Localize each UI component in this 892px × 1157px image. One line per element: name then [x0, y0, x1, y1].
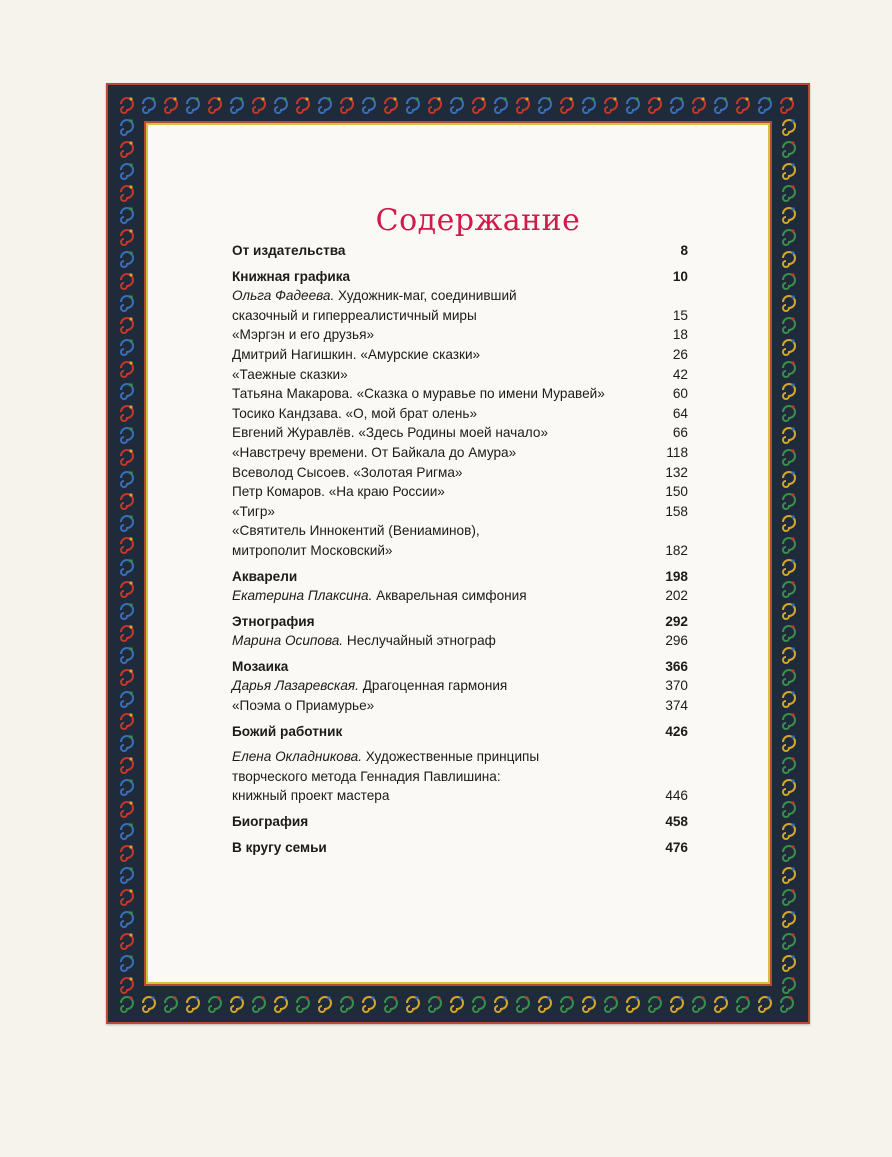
- ornament-scroll: [783, 141, 795, 157]
- ornament-scroll: [649, 996, 661, 1012]
- toc-heading[interactable]: [232, 722, 688, 742]
- ornament-scroll: [143, 97, 155, 113]
- ornament-scroll: [121, 955, 133, 971]
- ornament-scroll: [231, 97, 243, 113]
- toc-page-number: 370: [665, 678, 688, 694]
- ornament-scroll: [121, 471, 133, 487]
- toc-entry-text: Мозаика: [232, 658, 289, 674]
- ornament-scroll: [783, 955, 795, 971]
- toc-page-number: 42: [672, 366, 688, 382]
- toc-heading[interactable]: [232, 267, 688, 287]
- toc-entry-title: [232, 612, 315, 632]
- toc-entry[interactable]: [232, 696, 688, 716]
- toc-entry-title: [232, 631, 496, 651]
- toc-heading[interactable]: [232, 838, 688, 858]
- ornament-scroll: [121, 229, 133, 245]
- toc-heading[interactable]: [232, 567, 688, 587]
- ornament-scroll: [121, 801, 133, 817]
- ornament-scroll: [783, 625, 795, 641]
- ornament-scroll: [783, 801, 795, 817]
- toc-entry-title: [232, 443, 516, 463]
- ornament-scroll: [783, 779, 795, 795]
- toc-heading[interactable]: [232, 657, 688, 677]
- ornament-scroll: [407, 996, 419, 1012]
- ornament-scroll: [495, 996, 507, 1012]
- ornament-scroll: [473, 996, 485, 1012]
- toc-entry-text: «Мэргэн и его друзья»: [232, 327, 375, 343]
- ornament-scroll: [275, 97, 287, 113]
- ornament-scroll: [451, 97, 463, 113]
- toc-entry-title: [232, 747, 539, 806]
- ornament-scroll: [121, 647, 133, 663]
- ornament-scroll: [121, 735, 133, 751]
- ornament-scroll: [783, 537, 795, 553]
- toc-page-number: 118: [666, 444, 688, 460]
- toc-entry-text: Книжная графика: [232, 268, 351, 284]
- ornament-scroll: [363, 97, 375, 113]
- toc-entry-author: Ольга Фадеева.: [232, 288, 335, 304]
- toc-page-number: 476: [665, 839, 688, 855]
- toc-entry-author: Елена Окладникова.: [232, 749, 362, 765]
- toc-entry-author: Дарья Лазаревская.: [232, 678, 359, 694]
- toc-section: [232, 838, 688, 858]
- toc-page-number: 26: [672, 346, 688, 362]
- ornament-scroll: [297, 97, 309, 113]
- ornament-scroll: [783, 405, 795, 421]
- toc-entry-title: [232, 404, 477, 424]
- ornament-scroll: [121, 405, 133, 421]
- toc-entry-text: Акварели: [232, 568, 298, 584]
- toc-section: [232, 812, 688, 832]
- ornament-scroll: [121, 625, 133, 641]
- toc-entry[interactable]: [232, 423, 688, 443]
- ornament-scroll: [783, 449, 795, 465]
- ornament-scroll: [671, 97, 683, 113]
- ornament-scroll: [121, 713, 133, 729]
- ornament-scroll: [583, 996, 595, 1012]
- toc-page-number: 64: [672, 405, 688, 421]
- ornament-scroll: [783, 229, 795, 245]
- toc-entry-text: Евгений Журавлёв. «Здесь Родины моей начало»: [232, 425, 549, 441]
- ornament-scroll: [253, 97, 265, 113]
- toc-entry-title: [232, 812, 308, 832]
- ornament-scroll: [187, 996, 199, 1012]
- ornament-scroll: [165, 97, 177, 113]
- ornament-scroll: [605, 996, 617, 1012]
- ornament-scroll: [209, 97, 221, 113]
- ornament-scroll: [121, 427, 133, 443]
- toc-entry-title: [232, 325, 374, 345]
- toc-entry-title: [232, 365, 348, 385]
- ornament-scroll: [363, 996, 375, 1012]
- ornament-scroll: [583, 97, 595, 113]
- toc-entry[interactable]: [232, 325, 688, 345]
- toc-entry-title: [232, 521, 480, 560]
- toc-entry-title: [232, 657, 288, 677]
- ornament-scroll: [121, 515, 133, 531]
- toc-entry-text: Дмитрий Нагишкин. «Амурские сказки»: [232, 346, 481, 362]
- toc-page-number: 446: [665, 788, 688, 804]
- toc-entry-title: [232, 502, 275, 522]
- toc-entry[interactable]: [232, 463, 688, 483]
- toc-entry-text: Биография: [232, 814, 309, 830]
- ornament-scroll: [693, 996, 705, 1012]
- toc-page-number: 202: [665, 588, 688, 604]
- ornament-scroll: [783, 911, 795, 927]
- ornament-scroll: [121, 691, 133, 707]
- toc-section: [232, 657, 688, 716]
- toc-entry-title: [232, 722, 342, 742]
- toc-entry[interactable]: [232, 676, 688, 696]
- toc-section: [232, 241, 688, 261]
- ornament-scroll: [783, 669, 795, 685]
- ornament-scroll: [121, 383, 133, 399]
- toc-entry-title: [232, 423, 548, 443]
- toc-entry-text: Петр Комаров. «На краю России»: [232, 484, 445, 500]
- toc-entry[interactable]: [232, 521, 688, 560]
- ornament-scroll: [783, 471, 795, 487]
- ornament-scroll: [781, 996, 793, 1012]
- ornament-scroll: [783, 185, 795, 201]
- toc-entry-title: [232, 482, 445, 502]
- ornament-scroll: [231, 996, 243, 1012]
- toc-page-number: 60: [672, 386, 688, 402]
- toc-entry-title: [232, 696, 374, 716]
- ornament-scroll: [783, 647, 795, 663]
- ornament-scroll: [605, 97, 617, 113]
- toc-heading[interactable]: [232, 812, 688, 832]
- ornament-scroll: [737, 97, 749, 113]
- toc-entry[interactable]: [232, 586, 688, 606]
- toc-entry-text: Этнография: [232, 613, 315, 629]
- ornament-scroll: [121, 493, 133, 509]
- toc-entry[interactable]: [232, 443, 688, 463]
- ornament-scroll: [783, 735, 795, 751]
- ornament-scroll: [319, 996, 331, 1012]
- toc-entry-text: Неслучайный этнограф: [343, 633, 496, 649]
- toc-page-number: 66: [672, 425, 688, 441]
- ornament-scroll: [783, 383, 795, 399]
- ornament-scroll: [671, 996, 683, 1012]
- ornament-scroll: [121, 823, 133, 839]
- ornament-scroll: [165, 996, 177, 1012]
- ornament-scroll: [783, 273, 795, 289]
- ornament-scroll: [783, 867, 795, 883]
- ornament-scroll: [783, 207, 795, 223]
- ornament-scroll: [121, 933, 133, 949]
- ornament-scroll: [121, 317, 133, 333]
- ornament-scroll: [539, 996, 551, 1012]
- toc-entry-text: От издательства: [232, 243, 346, 258]
- ornament-scroll: [539, 97, 551, 113]
- toc-page-number: 426: [665, 723, 688, 739]
- ornament-scroll: [783, 317, 795, 333]
- toc-entry-title: [232, 838, 327, 858]
- ornament-scroll: [121, 449, 133, 465]
- toc-page-number: 198: [665, 568, 688, 584]
- ornament-scroll: [121, 669, 133, 685]
- toc-page-number: 8: [680, 243, 688, 258]
- toc-entry-title: [232, 567, 297, 587]
- ornament-scroll: [341, 97, 353, 113]
- ornament-scroll: [759, 996, 771, 1012]
- ornament-scroll: [407, 97, 419, 113]
- ornament-scroll: [783, 691, 795, 707]
- toc-entry-text: Художественные принципы творческого метода Геннадия Павлишина: книжный проект мастера: [232, 749, 540, 804]
- toc-entry[interactable]: [232, 482, 688, 502]
- ornament-scroll: [693, 97, 705, 113]
- ornament-scroll: [121, 339, 133, 355]
- toc-entry-title: [232, 267, 350, 287]
- ornament-scroll: [209, 996, 221, 1012]
- ornament-scroll: [121, 207, 133, 223]
- ornament-scroll: [121, 273, 133, 289]
- ornament-scroll: [781, 97, 793, 113]
- ornament-scroll: [121, 163, 133, 179]
- toc-entry-text: «Таежные сказки»: [232, 366, 348, 382]
- ornament-scroll: [783, 339, 795, 355]
- ornament-scroll: [451, 996, 463, 1012]
- toc-entry-text: «Поэма о Приамурье»: [232, 698, 375, 714]
- ornament-scroll: [121, 559, 133, 575]
- toc-entry[interactable]: [232, 345, 688, 365]
- ornament-scroll: [715, 97, 727, 113]
- ornament-scroll: [429, 996, 441, 1012]
- ornament-scroll: [121, 251, 133, 267]
- ornament-scroll: [121, 779, 133, 795]
- ornament-scroll: [495, 97, 507, 113]
- ornament-scroll: [121, 911, 133, 927]
- ornament-scroll: [341, 996, 353, 1012]
- toc-entry-title: [232, 241, 345, 261]
- toc-entry-text: «Тигр»: [232, 503, 275, 519]
- ornament-scroll: [649, 97, 661, 113]
- toc-page-number: 296: [665, 633, 688, 649]
- ornament-scroll: [783, 427, 795, 443]
- ornament-scroll: [121, 185, 133, 201]
- toc-page-number: 15: [672, 307, 688, 323]
- ornament-scroll: [627, 97, 639, 113]
- ornament-scroll: [783, 295, 795, 311]
- ornament-scroll: [783, 581, 795, 597]
- toc-entry-text: Божий работник: [232, 723, 343, 739]
- ornament-scroll: [121, 757, 133, 773]
- toc-entry-text: Тосико Кандзава. «О, мой брат олень»: [232, 405, 477, 421]
- toc-entry-text: В кругу семьи: [232, 839, 327, 855]
- ornament-scroll: [783, 493, 795, 509]
- toc-page-number: 150: [665, 484, 688, 500]
- ornament-scroll: [121, 977, 133, 993]
- toc-entry-text: Художник-маг, соединивший сказочный и гиперреалистичный миры: [232, 288, 517, 323]
- toc-page-number: 366: [665, 658, 688, 674]
- toc-entry[interactable]: [232, 404, 688, 424]
- toc-entry[interactable]: [232, 631, 688, 651]
- ornament-scroll: [783, 933, 795, 949]
- ornament-scroll: [783, 757, 795, 773]
- ornament-scroll: [429, 97, 441, 113]
- toc-entry-text: «Навстречу времени. От Байкала до Амура»: [232, 444, 517, 460]
- ornament-scroll: [517, 996, 529, 1012]
- ornament-scroll: [121, 295, 133, 311]
- ornament-scroll: [783, 163, 795, 179]
- toc-entry-title: [232, 384, 605, 404]
- ornament-scroll: [561, 97, 573, 113]
- toc-page-number: 158: [665, 503, 688, 519]
- ornament-scroll: [783, 845, 795, 861]
- toc-entry[interactable]: [232, 384, 688, 404]
- ornament-scroll: [783, 823, 795, 839]
- toc-entry-text: Акварельная симфония: [372, 588, 527, 604]
- toc-page-number: 132: [665, 464, 688, 480]
- page-title: Содержание: [375, 203, 581, 238]
- ornamental-frame: [106, 83, 810, 1024]
- ornament-scroll: [473, 97, 485, 113]
- toc-entry-author: Марина Осипова.: [232, 633, 344, 649]
- toc-heading[interactable]: [232, 612, 688, 632]
- ornament-scroll: [783, 251, 795, 267]
- ornament-scroll: [737, 996, 749, 1012]
- toc-entry-text: Драгоценная гармония: [358, 678, 508, 694]
- toc-entry-author: Екатерина Плаксина.: [232, 588, 373, 604]
- ornament-scroll: [385, 97, 397, 113]
- toc-page-number: 374: [665, 698, 688, 714]
- toc-entry-text: «Святитель Иннокентий (Вениаминов), митрополит Московский»: [232, 523, 480, 558]
- ornament-scroll: [715, 996, 727, 1012]
- ornament-scroll: [319, 97, 331, 113]
- toc-heading[interactable]: [232, 241, 688, 261]
- ornament-scroll: [121, 119, 133, 135]
- toc-entry[interactable]: [232, 747, 688, 806]
- toc-page-number: 18: [672, 327, 688, 343]
- ornament-scroll: [297, 996, 309, 1012]
- toc-entry-text: Татьяна Макарова. «Сказка о муравье по имени Муравей»: [232, 386, 605, 402]
- ornament-scroll: [783, 119, 795, 135]
- ornament-scroll: [385, 996, 397, 1012]
- toc-page-number: 458: [665, 814, 688, 830]
- toc-entry[interactable]: [232, 502, 688, 522]
- ornament-scroll: [783, 515, 795, 531]
- ornament-scroll: [783, 559, 795, 575]
- ornament-scroll: [783, 977, 795, 993]
- toc-entry-title: [232, 286, 517, 325]
- ornament-scroll: [275, 996, 287, 1012]
- ornament-scroll: [121, 537, 133, 553]
- ornament-scroll: [121, 996, 133, 1012]
- toc-entry-title: [232, 676, 507, 696]
- ornament-scroll: [121, 889, 133, 905]
- toc-section: [232, 567, 688, 606]
- ornament-scroll: [561, 996, 573, 1012]
- ornament-scroll: [627, 996, 639, 1012]
- ornament-scroll: [253, 996, 265, 1012]
- ornament-scroll: [783, 713, 795, 729]
- ornament-scroll: [121, 97, 133, 113]
- toc-entry-title: [232, 463, 462, 483]
- ornament-scroll: [121, 361, 133, 377]
- toc-section: [232, 267, 688, 561]
- toc-page-number: 182: [665, 542, 688, 558]
- ornament-scroll: [143, 996, 155, 1012]
- toc-entry-title: [232, 586, 527, 606]
- toc-section: [232, 722, 688, 742]
- toc-entry[interactable]: [232, 286, 688, 325]
- ornament-scroll: [187, 97, 199, 113]
- ornament-scroll: [783, 603, 795, 619]
- ornament-scroll: [783, 361, 795, 377]
- toc-section: [232, 612, 688, 651]
- ornament-scroll: [121, 867, 133, 883]
- toc-entry-title: [232, 345, 480, 365]
- ornament-scroll: [517, 97, 529, 113]
- toc-page-number: 292: [665, 613, 688, 629]
- page-panel: [146, 123, 770, 984]
- ornament-scroll: [783, 889, 795, 905]
- ornament-scroll: [121, 603, 133, 619]
- ornament-scroll: [121, 141, 133, 157]
- toc-entry-text: Всеволод Сысоев. «Золотая Ригма»: [232, 464, 463, 480]
- ornament-scroll: [121, 845, 133, 861]
- ornament-scroll: [121, 581, 133, 597]
- toc-page-number: 10: [672, 268, 688, 284]
- ornament-scroll: [759, 97, 771, 113]
- table-of-contents: [232, 241, 688, 863]
- toc-entry[interactable]: [232, 365, 688, 385]
- toc-section: [232, 747, 688, 806]
